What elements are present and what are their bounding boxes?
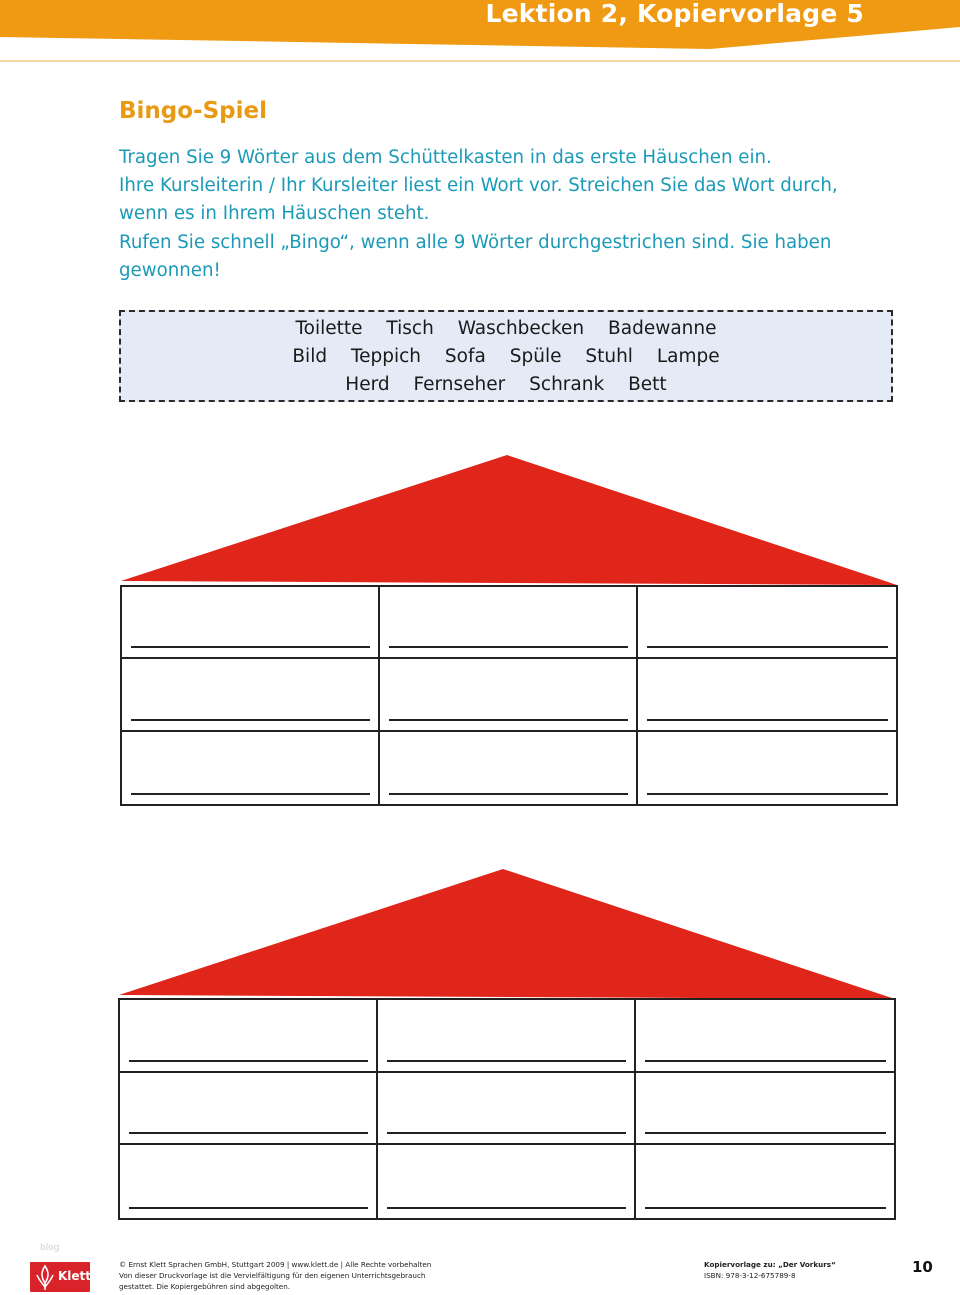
footer-line: Von dieser Druckvorlage ist die Vervielfältigung für den eigenen Unterrichtsgebrauch xyxy=(119,1271,426,1280)
word: Bild xyxy=(292,346,328,367)
write-line xyxy=(647,719,888,721)
bingo-house-2 xyxy=(117,869,897,1221)
instructions-text xyxy=(119,144,879,285)
write-line xyxy=(129,1207,368,1209)
footer-copyright xyxy=(119,1259,431,1292)
instruction-line: wenn es in Ihrem Häuschen steht. xyxy=(119,203,430,225)
faint-watermark: blog xyxy=(40,1243,60,1253)
roof xyxy=(119,455,899,587)
word-row xyxy=(121,346,891,367)
word: Spüle xyxy=(509,346,562,367)
write-line xyxy=(131,719,370,721)
bingo-cell[interactable] xyxy=(380,587,638,659)
word: Toilette xyxy=(295,318,363,339)
bingo-cell[interactable] xyxy=(378,1145,636,1218)
instruction-line: Ihre Kursleiterin / Ihr Kursleiter liest ein Wort vor. Streichen Sie das Wort durch, xyxy=(119,175,838,197)
bingo-cell[interactable] xyxy=(120,1073,378,1146)
bingo-cell[interactable] xyxy=(636,1145,894,1218)
bingo-cell[interactable] xyxy=(638,732,896,804)
write-line xyxy=(387,1060,626,1062)
klett-logo xyxy=(30,1262,90,1292)
instruction-line: gewonnen! xyxy=(119,259,221,281)
word: Lampe xyxy=(656,346,720,367)
write-line xyxy=(647,793,888,795)
bingo-cell[interactable] xyxy=(120,1000,378,1073)
write-line xyxy=(389,646,628,648)
word: Schrank xyxy=(529,374,605,395)
word-row xyxy=(121,318,891,339)
word: Tisch xyxy=(386,318,434,339)
page-number: 10 xyxy=(912,1258,933,1276)
write-line xyxy=(645,1060,886,1062)
word-box xyxy=(119,310,893,402)
footer-line: gestattet. Die Kopiergebühren sind abgegolten. xyxy=(119,1282,291,1291)
header-bar xyxy=(0,0,960,62)
bingo-cell[interactable] xyxy=(638,587,896,659)
klett-logo-text: Klett xyxy=(58,1269,92,1283)
section-title: Bingo-Spiel xyxy=(119,98,267,124)
footer-kopiervorlage: Kopiervorlage zu: „Der Vorkurs“ xyxy=(704,1260,836,1269)
write-line xyxy=(129,1060,368,1062)
write-line xyxy=(645,1132,886,1134)
word: Fernseher xyxy=(413,374,506,395)
write-line xyxy=(387,1207,626,1209)
word: Teppich xyxy=(350,346,422,367)
word: Sofa xyxy=(444,346,486,367)
write-line xyxy=(647,646,888,648)
write-line xyxy=(389,793,628,795)
bingo-grid xyxy=(120,585,898,806)
bingo-cell[interactable] xyxy=(122,732,380,804)
bingo-cell[interactable] xyxy=(378,1073,636,1146)
roof xyxy=(117,869,897,1001)
page-header-title: Lektion 2, Kopiervorlage 5 xyxy=(485,0,864,28)
write-line xyxy=(389,719,628,721)
footer-isbn: ISBN: 978-3-12-675789-8 xyxy=(704,1271,796,1280)
word-row xyxy=(121,374,891,395)
word: Herd xyxy=(345,374,390,395)
bingo-cell[interactable] xyxy=(380,732,638,804)
footer-line: © Ernst Klett Sprachen GmbH, Stuttgart 2009 | www.klett.de | Alle Rechte vorbehalten xyxy=(119,1260,432,1269)
footer-reference xyxy=(704,1259,836,1281)
bingo-cell[interactable] xyxy=(636,1000,894,1073)
write-line xyxy=(387,1132,626,1134)
word: Bett xyxy=(628,374,667,395)
instruction-line: Tragen Sie 9 Wörter aus dem Schüttelkasten in das erste Häuschen ein. xyxy=(119,147,772,168)
instruction-line: Rufen Sie schnell „Bingo“, wenn alle 9 Wörter durchgestrichen sind. Sie haben xyxy=(119,231,832,253)
bingo-cell[interactable] xyxy=(120,1145,378,1218)
bingo-cell[interactable] xyxy=(122,587,380,659)
bingo-cell[interactable] xyxy=(122,659,380,731)
write-line xyxy=(131,793,370,795)
klett-leaf-icon xyxy=(33,1263,57,1291)
bingo-cell[interactable] xyxy=(380,659,638,731)
bingo-house-1 xyxy=(119,455,899,807)
write-line xyxy=(645,1207,886,1209)
bingo-cell[interactable] xyxy=(638,659,896,731)
word: Badewanne xyxy=(608,318,717,339)
bingo-cell[interactable] xyxy=(378,1000,636,1073)
bingo-cell[interactable] xyxy=(636,1073,894,1146)
word: Waschbecken xyxy=(457,318,585,339)
write-line xyxy=(129,1132,368,1134)
word: Stuhl xyxy=(585,346,633,367)
bingo-grid xyxy=(118,998,896,1220)
write-line xyxy=(131,646,370,648)
